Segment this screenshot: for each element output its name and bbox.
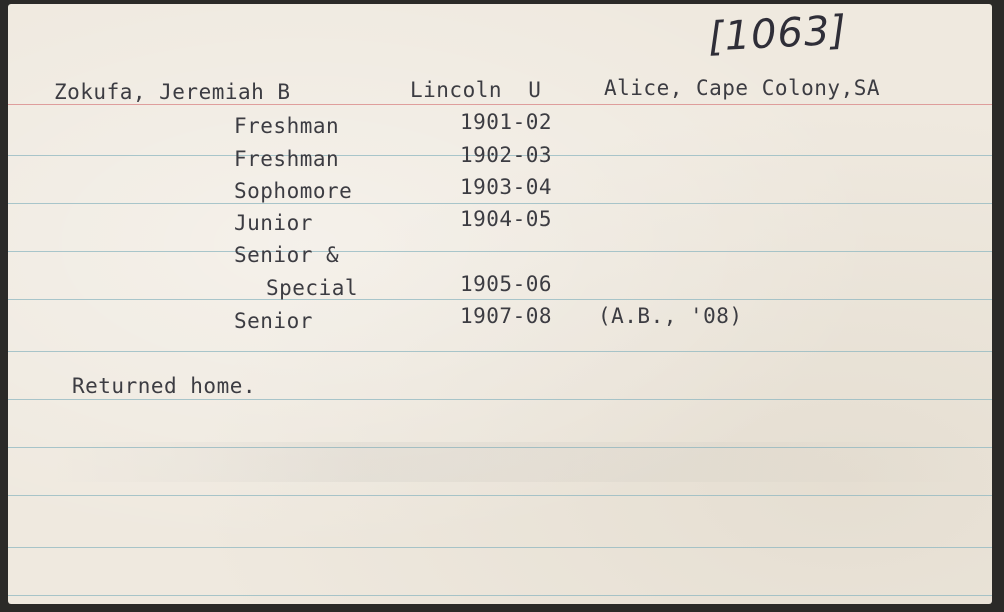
record-years: 1905-06	[460, 272, 553, 296]
blue-rule	[8, 251, 992, 252]
blue-rule	[8, 351, 992, 352]
record-class: Freshman	[234, 114, 340, 138]
remark: Returned home.	[72, 374, 257, 398]
record-class: Special	[266, 276, 359, 300]
record-years: 1904-05	[460, 207, 553, 231]
blue-rule	[8, 399, 992, 400]
hometown: Alice, Cape Colony,SA	[604, 76, 881, 100]
record-years: 1901-02	[460, 110, 553, 134]
blue-rule	[8, 595, 992, 596]
record-class: Sophomore	[234, 179, 353, 203]
card-number: [1063]	[706, 7, 849, 61]
blue-rule	[8, 495, 992, 496]
record-note: (A.B., '08)	[598, 304, 743, 328]
blue-rule	[8, 547, 992, 548]
record-class: Senior &	[234, 243, 340, 267]
red-header-rule	[8, 104, 992, 105]
record-years: 1903-04	[460, 175, 553, 199]
smudge-mark	[48, 442, 978, 482]
record-class: Junior	[234, 211, 313, 235]
record-class: Senior	[234, 309, 313, 333]
blue-rule	[8, 299, 992, 300]
record-years: 1907-08	[460, 304, 553, 328]
school-name: Lincoln U	[410, 78, 542, 102]
blue-rule	[8, 203, 992, 204]
student-name: Zokufa, Jeremiah B	[54, 80, 291, 104]
record-years: 1902-03	[460, 143, 553, 167]
record-class: Freshman	[234, 147, 340, 171]
index-card	[8, 4, 992, 604]
